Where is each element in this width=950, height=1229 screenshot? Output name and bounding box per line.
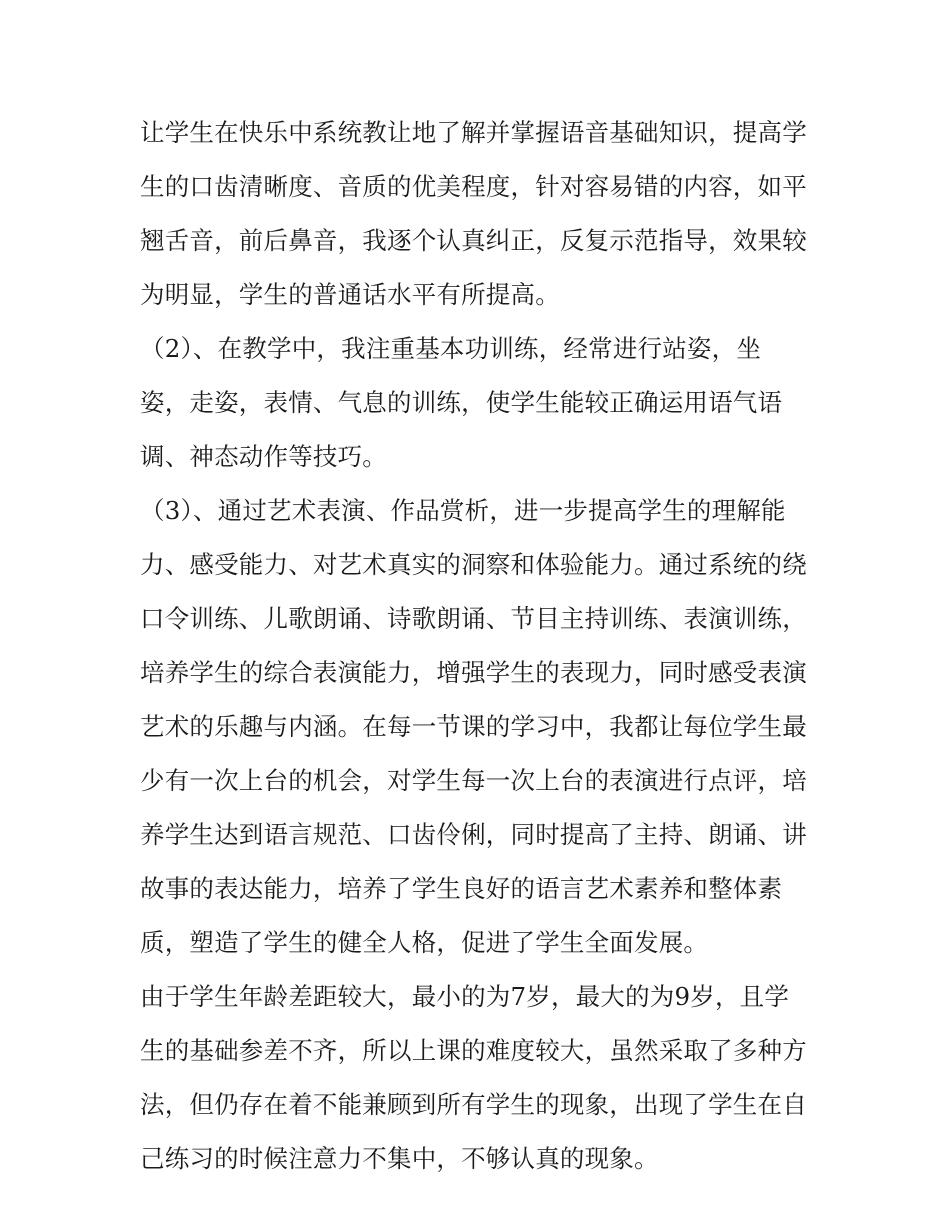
text-line: 养学生达到语言规范、口齿伶俐，同时提高了主持、朗诵、讲 <box>140 820 807 849</box>
text-line: 让学生在快乐中系统教让地了解并掌握语音基础知识，提高学 <box>140 118 807 147</box>
text-line: （2）、在教学中，我注重基本功训练，经常进行站姿，坐 <box>140 334 762 363</box>
text-line: 力、感受能力、对艺术真实的洞察和体验能力。通过系统的绕 <box>140 550 807 579</box>
text-line: 为明显，学生的普通话水平有所提高。 <box>140 280 560 309</box>
text-line: 由于学生年龄差距较大，最小的为7岁，最大的为9岁，且学 <box>140 982 790 1011</box>
text-line: 质，塑造了学生的健全人格，促进了学生全面发展。 <box>140 928 709 957</box>
text-line: 口令训练、儿歌朗诵、诗歌朗诵、节目主持训练、表演训练， <box>140 604 807 633</box>
text-line: 生的基础参差不齐，所以上课的难度较大，虽然采取了多种方 <box>140 1036 807 1065</box>
document-body <box>140 106 820 1186</box>
text-line: 故事的表达能力，培养了学生良好的语言艺术素养和整体素 <box>140 874 783 903</box>
text-line: 调、神态动作等技巧。 <box>140 442 387 471</box>
text-line: 法，但仍存在着不能兼顾到所有学生的现象，出现了学生在自 <box>140 1090 807 1119</box>
text-line: 生的口齿清晰度、音质的优美程度，针对容易错的内容，如平 <box>140 172 807 201</box>
text-line: 己练习的时候注意力不集中，不够认真的现象。 <box>140 1144 659 1173</box>
text-line: （3）、通过艺术表演、作品赏析，进一步提高学生的理解能 <box>140 496 786 525</box>
text-line: 少有一次上台的机会，对学生每一次上台的表演进行点评，培 <box>140 766 807 795</box>
text-line: 翘舌音，前后鼻音，我逐个认真纠正，反复示范指导，效果较 <box>140 226 807 255</box>
text-line: 姿，走姿，表情、气息的训练，使学生能较正确运用语气语 <box>140 388 783 417</box>
text-line: 培养学生的综合表演能力，增强学生的表现力，同时感受表演 <box>140 658 807 687</box>
text-line: 艺术的乐趣与内涵。在每一节课的学习中，我都让每位学生最 <box>140 712 807 741</box>
